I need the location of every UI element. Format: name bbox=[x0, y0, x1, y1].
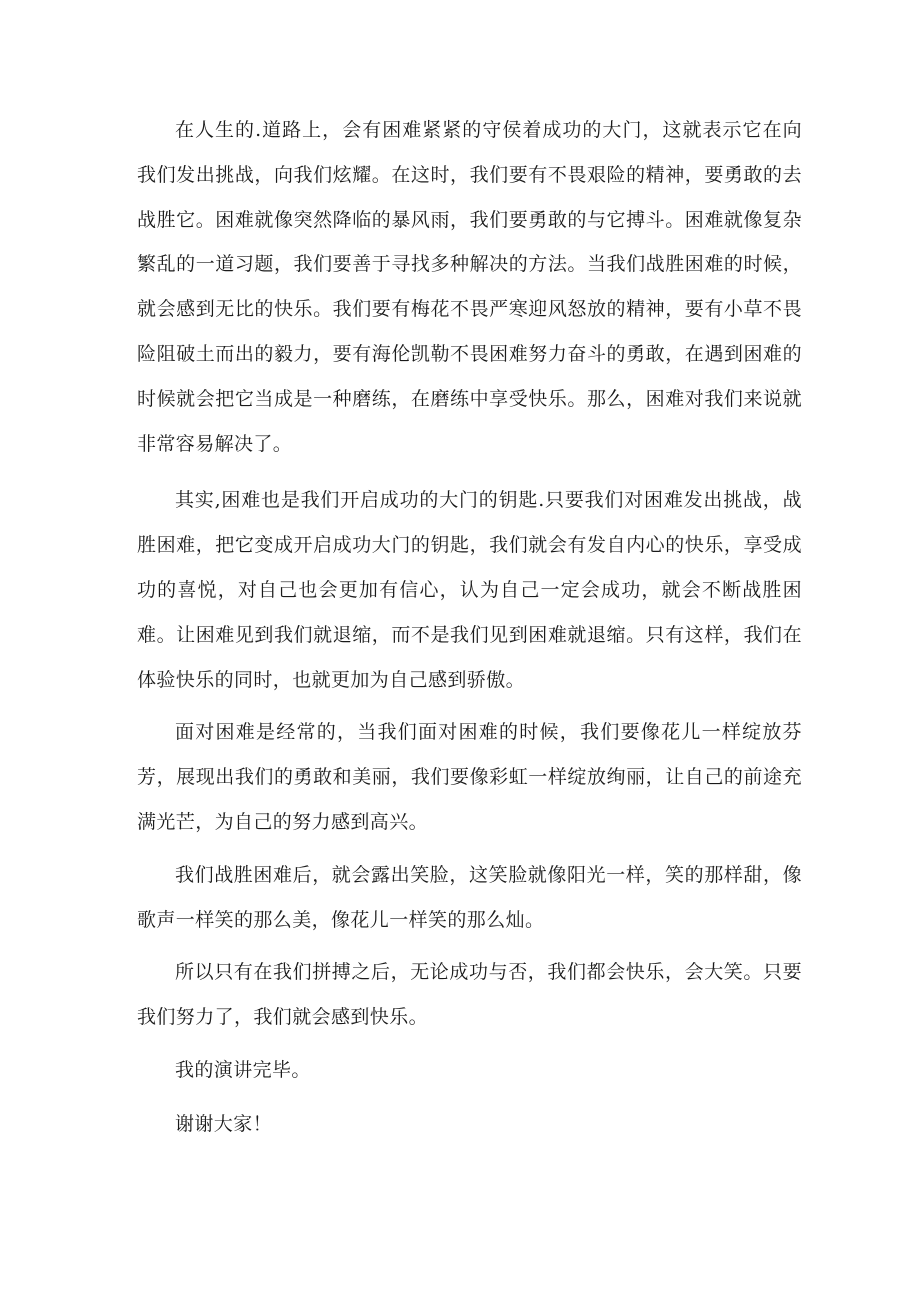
closing-line: 我的演讲完毕。 bbox=[175, 1058, 311, 1081]
paragraph-4: 我们战胜困难后，就会露出笑脸，这笑脸就像阳光一样，笑的那样甜，像歌声一样笑的那么美，像花儿一样笑的那么灿。 bbox=[137, 863, 802, 931]
paragraph-1: 在人生的.道路上，会有困难紧紧的守侯着成功的大门，这就表示它在向我们发出挑战，向我们炫耀。在这时，我们要有不畏艰险的精神，要勇敢的去战胜它。困难就像突然降临的暴风雨，我们要勇敢的与它搏斗。困难就像复杂繁乱的一道习题，我们要善于寻找多种解决的方法。当我们战胜困难的时候，就会感到无比的快乐。我们要有梅花不畏严寒迎风怒放的精神，要有小草不畏险阻破土而出的毅力，要有海伦凯勒不畏困难努力奋斗的勇敢，在遇到困难的时候就会把它当成是一种磨练，在磨练中享受快乐。那么，困难对我们来说就非常容易解决了。 bbox=[137, 119, 802, 455]
paragraph-2: 其实,困难也是我们开启成功的大门的钥匙.只要我们对困难发出挑战，战胜困难，把它变成开启成功大门的钥匙，我们就会有发自内心的快乐，享受成功的喜悦，对自己也会更加有信心，认为自己一定会成功，就会不断战胜困难。让困难见到我们就退缩，而不是我们见到困难就退缩。只有这样，我们在体验快乐的同时，也就更加为自己感到骄傲。 bbox=[137, 489, 802, 691]
document-body bbox=[137, 108, 802, 1156]
paragraph-5: 所以只有在我们拼搏之后，无论成功与否，我们都会快乐，会大笑。只要我们努力了，我们就会感到快乐。 bbox=[137, 961, 802, 1029]
thanks-line: 谢谢大家！ bbox=[175, 1112, 273, 1135]
paragraph-3: 面对困难是经常的，当我们面对困难的时候，我们要像花儿一样绽放芬芳，展现出我们的勇敢和美丽，我们要像彩虹一样绽放绚丽，让自己的前途充满光芒，为自己的努力感到高兴。 bbox=[137, 721, 802, 833]
